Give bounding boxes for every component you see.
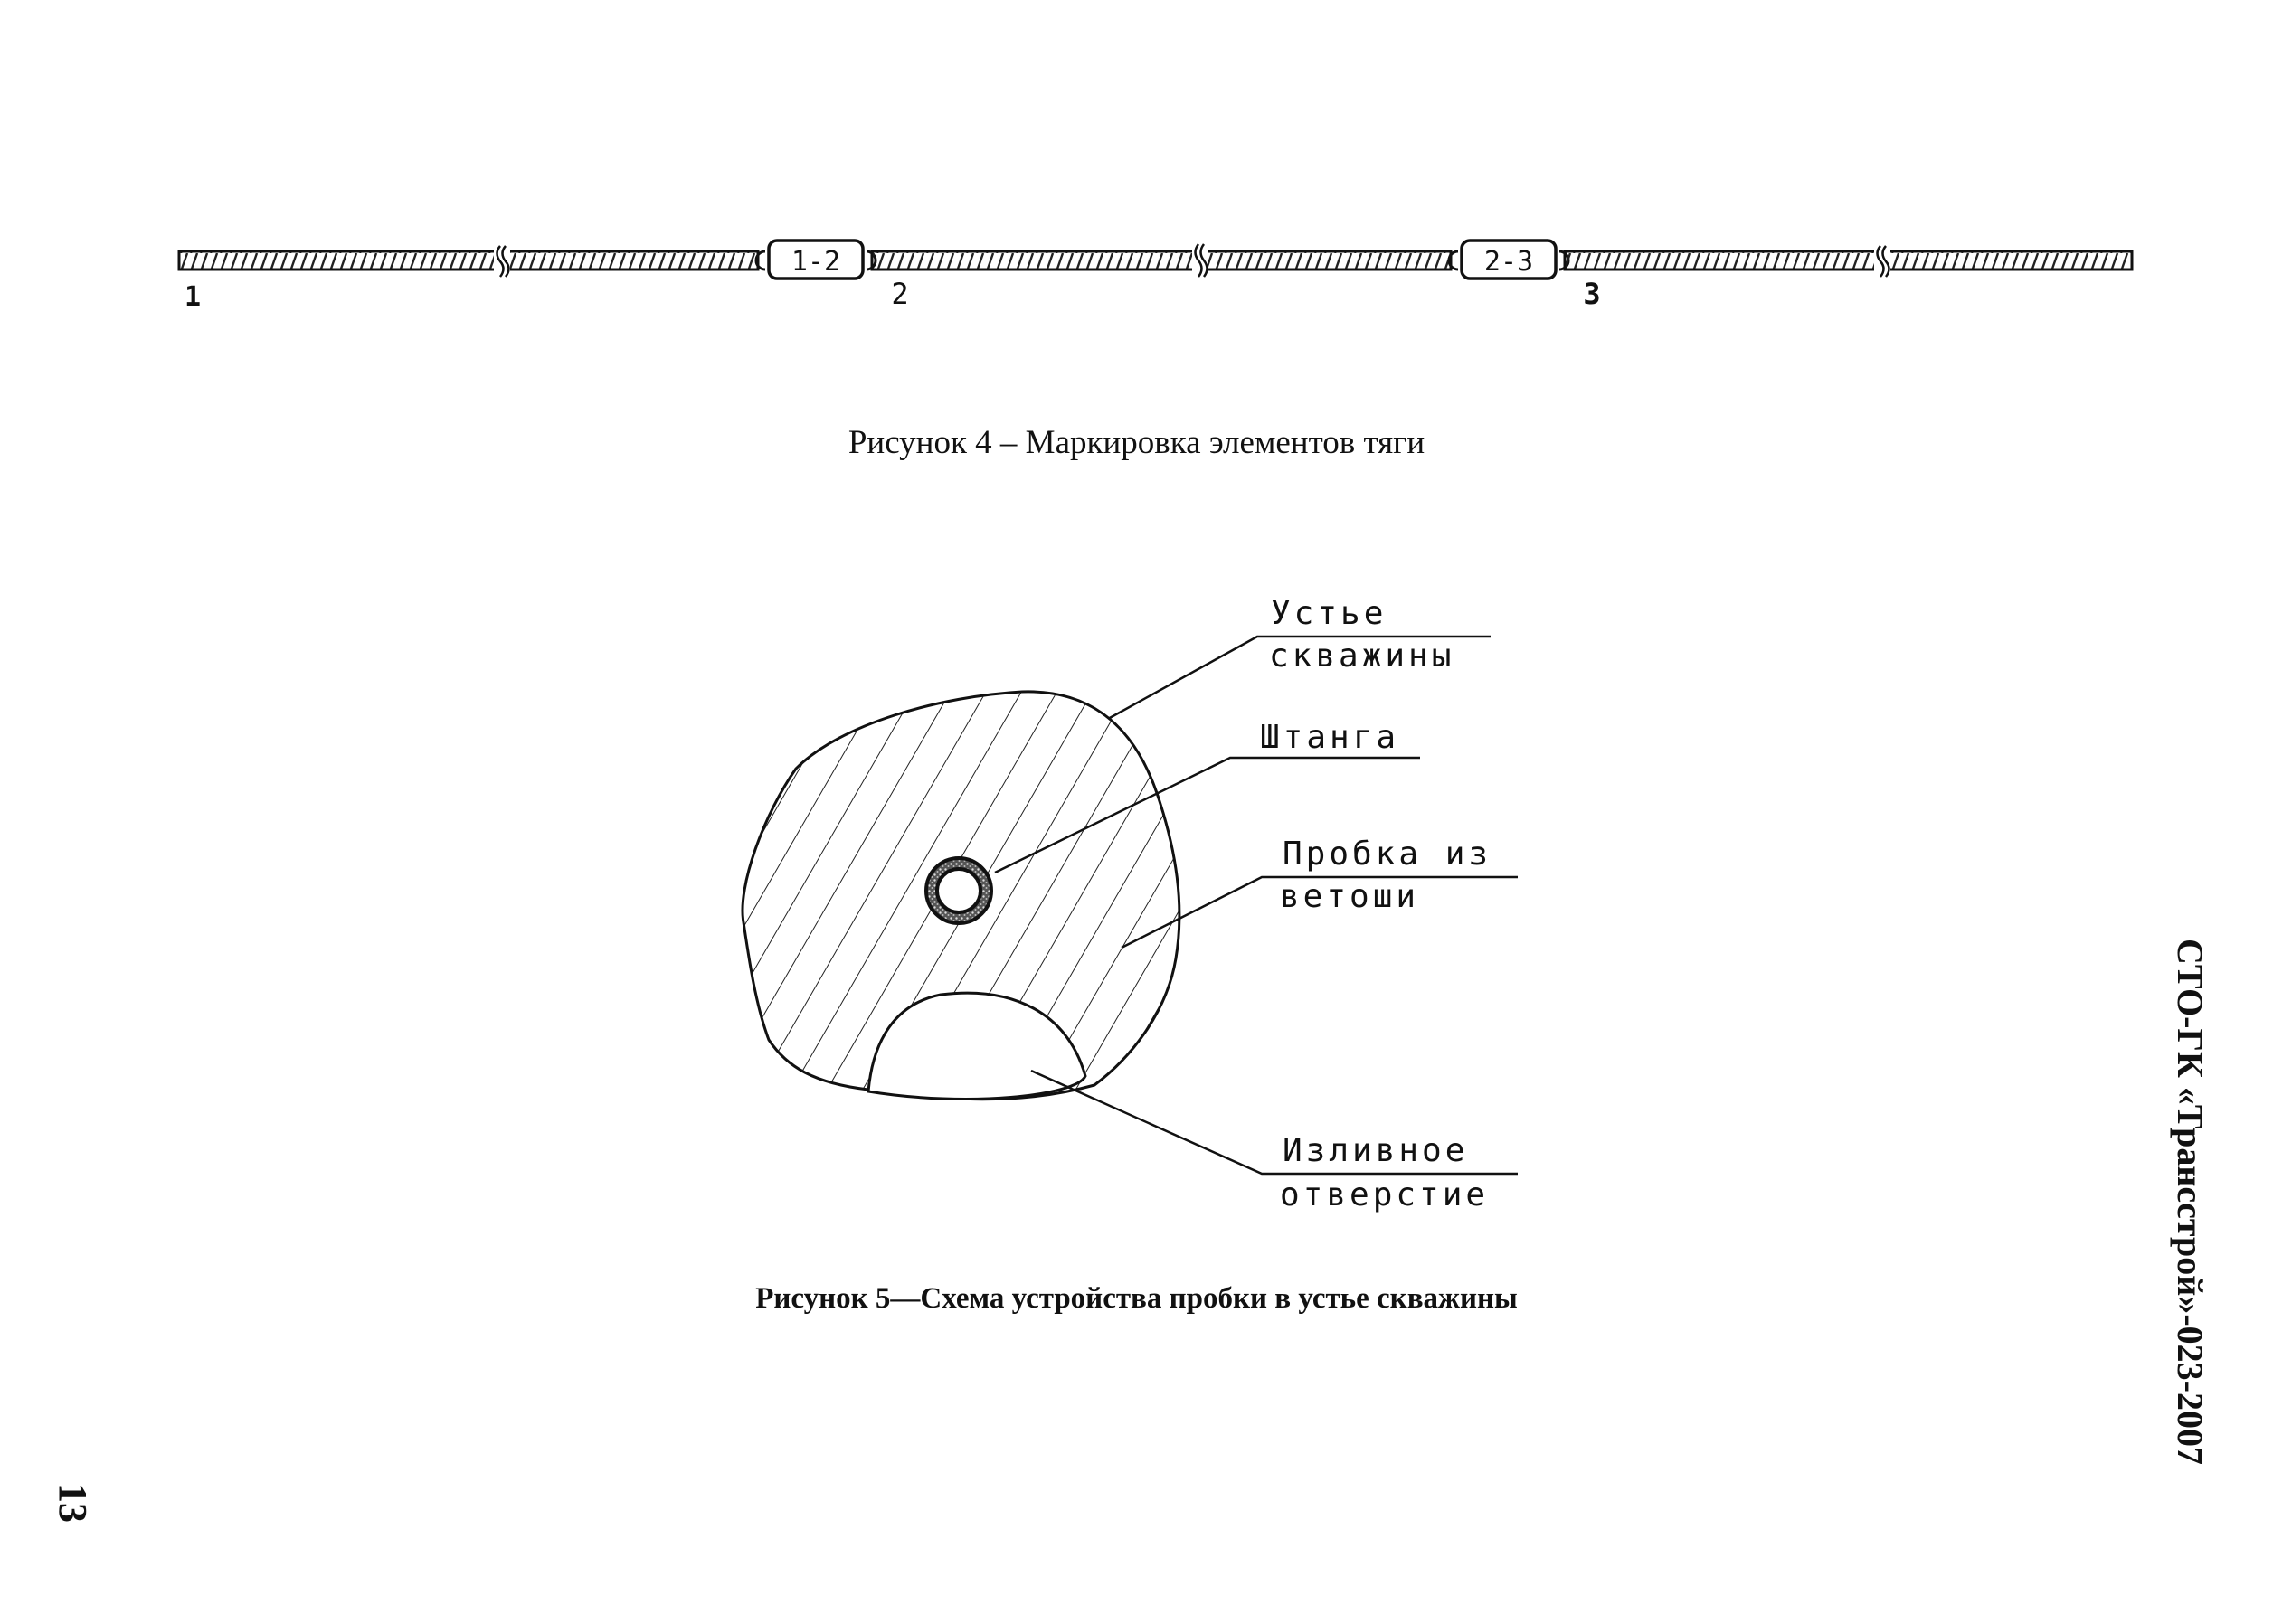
label-plug-line2: ветоши bbox=[1280, 878, 1420, 915]
figure-4-caption: Рисунок 4 – Маркировка элементов тяги bbox=[848, 424, 1425, 461]
rod-element-2 bbox=[872, 244, 1451, 277]
rod-element-3 bbox=[1565, 246, 2132, 277]
label-outlet-line2: отверстие bbox=[1280, 1176, 1490, 1213]
rod-element-1 bbox=[179, 246, 758, 277]
element-number-1: 1 bbox=[184, 281, 202, 313]
marker-label-2-3: 2-3 bbox=[1483, 246, 1534, 278]
label-mouth-line1: Устье bbox=[1271, 595, 1387, 632]
label-mouth-line2: скважины bbox=[1269, 637, 1455, 675]
element-number-2: 2 bbox=[891, 277, 909, 311]
marker-label-1-2: 1-2 bbox=[791, 246, 841, 278]
page-number: 13 bbox=[51, 1483, 95, 1523]
label-plug-line1: Пробка из bbox=[1283, 836, 1492, 873]
document-code-sidebar: СТО-ГК «Трансстрой»-023-2007 bbox=[2170, 939, 2211, 1465]
figure-5-caption: Рисунок 5—Схема устройства пробки в устье скважины bbox=[755, 1282, 1518, 1315]
label-outlet-line1: Изливное bbox=[1283, 1132, 1469, 1169]
label-rod: Штанга bbox=[1260, 719, 1400, 756]
element-number-3: 3 bbox=[1583, 277, 1601, 311]
figure-5-plug-scheme bbox=[0, 543, 2273, 1230]
figure-4-rod-chain bbox=[0, 0, 2273, 362]
coupling-marker-1-2 bbox=[756, 241, 876, 279]
coupling-marker-2-3 bbox=[1449, 241, 1568, 279]
